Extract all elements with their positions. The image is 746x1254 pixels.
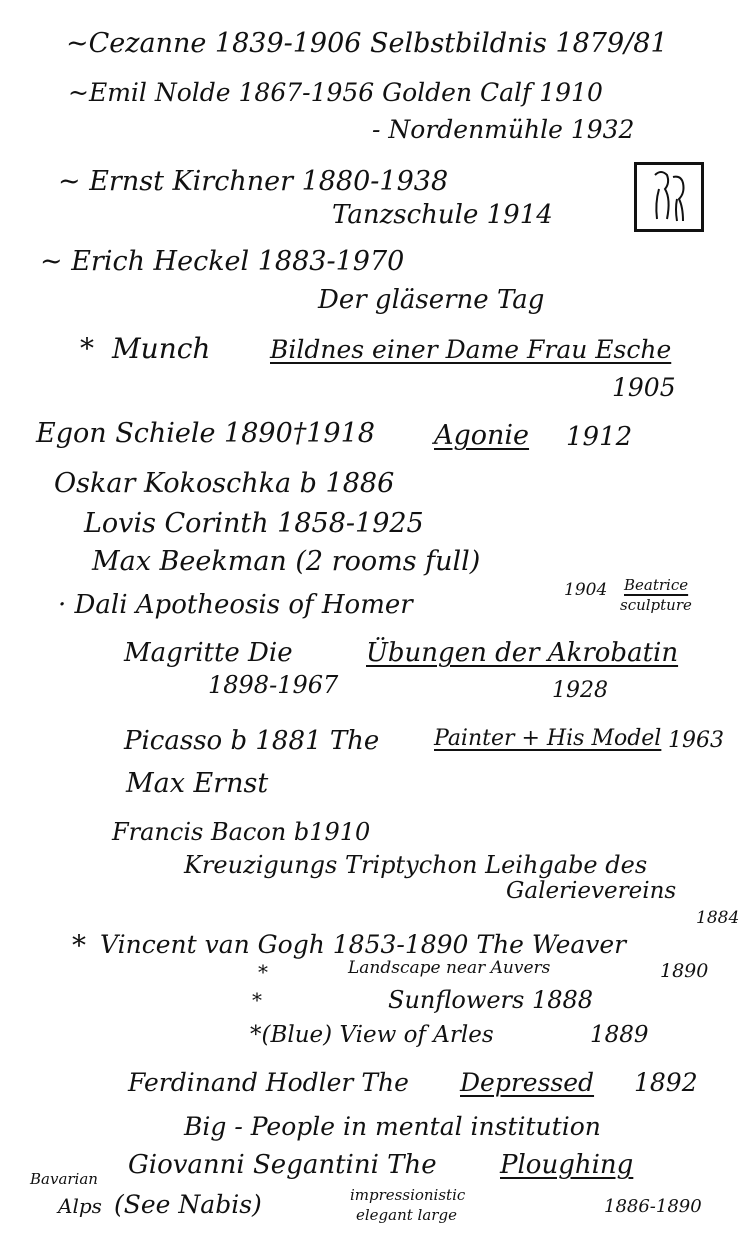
note-segantini: Giovanni Segantini The [128,1150,437,1180]
note-nolde: ~Emil Nolde 1867-1956 Golden Calf 1910 [68,78,603,107]
note-munch-star: * [80,332,94,365]
note-bavarian: Bavarian [30,1170,98,1188]
note-bacon-galerieverein: Galerievereins [506,878,677,904]
note-magritte: Magritte Die [124,638,293,668]
note-see-nabis: (See Nabis) [114,1190,262,1219]
note-hodler-comment: Big - People in mental institution [184,1112,601,1141]
note-impressionistic: impressionistic [350,1186,466,1204]
note-vangogh-star: * [72,929,86,962]
note-magritte-title: Übungen der Akrobatin [366,638,679,668]
note-kokoschka: Oskar Kokoschka b 1886 [54,468,395,499]
note-schiele: Egon Schiele 1890†1918 [36,418,375,449]
note-dali-year: 1904 [564,580,608,600]
note-landscape-year: 1890 [660,960,709,982]
note-kirchner-tanzschule: Tanzschule 1914 [332,200,553,230]
note-alps: Alps [58,1194,102,1218]
note-cezanne: ~Cezanne 1839-1906 Selbstbildnis 1879/81 [66,28,668,59]
note-picasso-title: Painter + His Model [434,726,662,751]
note-sunflowers-star: * [252,988,262,1012]
note-munch-year: 1905 [612,373,676,402]
note-arles-year: 1889 [590,1022,649,1048]
note-schiele-year: 1912 [566,422,633,452]
note-magritte-dates: 1898-1967 [208,671,339,699]
note-bacon-title: Kreuzigungs Triptychon Leihgabe des [184,851,648,879]
note-beckman: Max Beekman (2 rooms full) [92,546,481,577]
note-corinth: Lovis Corinth 1858-1925 [84,508,424,539]
note-hodler-title: Depressed [460,1068,595,1097]
note-dali-sculpture: sculpture [620,596,692,614]
note-bacon: Francis Bacon b1910 [112,818,371,846]
note-max-ernst: Max Ernst [126,768,269,799]
note-segantini-year: 1886-1890 [604,1196,702,1217]
note-hodler: Ferdinand Hodler The [128,1068,409,1097]
note-landscape-star: * [258,960,268,984]
note-magritte-year: 1928 [552,678,608,703]
note-heckel-title: Der gläserne Tag [318,285,545,315]
note-schiele-title: Agonie [434,420,530,451]
note-nolde-nordenmuhle: - Nordenmühle 1932 [372,115,635,144]
note-kirchner: ~ Ernst Kirchner 1880-1938 [58,166,449,197]
note-vangogh: Vincent van Gogh 1853-1890 The Weaver [100,930,627,959]
note-munch-title: Bildnes einer Dame Frau Esche [270,335,672,364]
note-segantini-title: Ploughing [500,1150,634,1180]
figure-sketch-icon [634,162,704,232]
note-dali-beatrice: Beatrice [624,576,689,594]
note-heckel: ~ Erich Heckel 1883-1970 [40,246,405,277]
note-elegant-large: elegant large [356,1206,457,1224]
note-weaver-year: 1884 [696,908,740,928]
note-hodler-year: 1892 [634,1068,698,1097]
note-picasso-year: 1963 [668,728,724,753]
note-dali: · Dali Apotheosis of Homer [58,590,413,620]
note-arles: *(Blue) View of Arles [250,1022,494,1048]
note-landscape: Landscape near Auvers [348,958,551,978]
note-picasso: Picasso b 1881 The [124,726,380,756]
note-sunflowers: Sunflowers 1888 [388,986,594,1014]
note-munch-name: Munch [112,332,211,365]
